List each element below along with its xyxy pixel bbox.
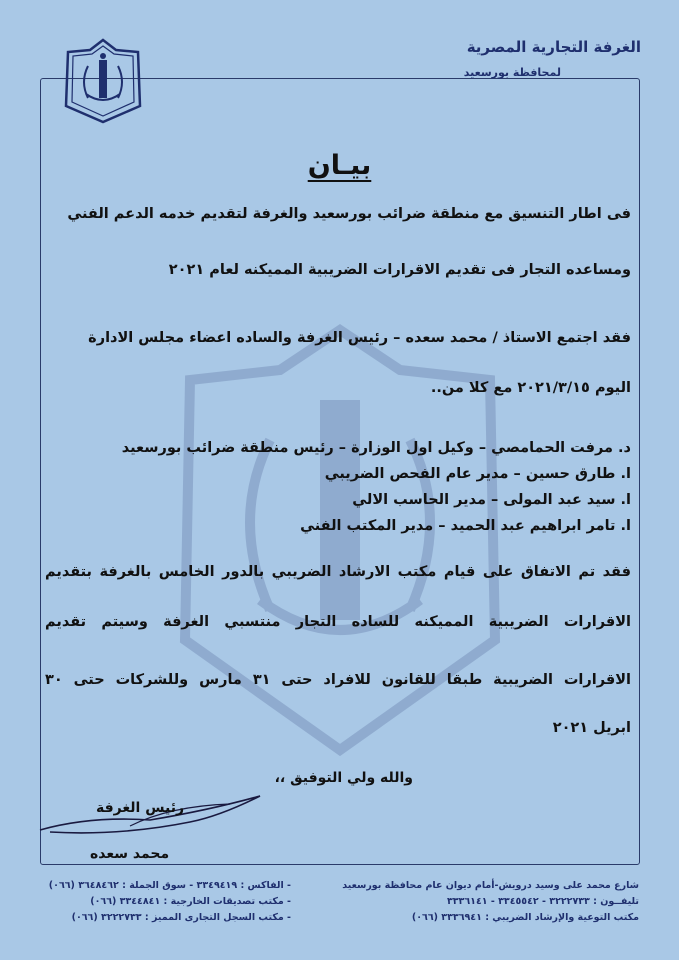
closing-phrase: والله ولي التوفيق ،،	[274, 770, 413, 786]
footer-certification-office: - مكتب تصديقات الخارجية : ٣٣٤٤٨٤١ (٠٦٦)	[90, 896, 291, 907]
footer-registry-office: - مكتب السجل التجارى المميز : ٣٢٢٢٧٣٣ (٠٦٦)	[71, 912, 291, 923]
chamber-logo-icon	[58, 36, 148, 126]
body-line-12: ابريل ٢٠٢١	[552, 720, 631, 736]
footer-address: شارع محمد على وسيد درويش-أمام ديوان عام محافظة بورسعيد	[342, 880, 639, 891]
signatory-name: محمد سعده	[90, 846, 170, 862]
signature-scribble-icon	[30, 786, 300, 846]
org-subtitle: لمحافظة بورسعيد	[463, 66, 561, 79]
org-name: الغرفة التجارية المصرية	[466, 38, 641, 56]
body-line-11: الاقرارات الضريبية طبقا للقانون للافراد حتى ٣١ مارس وللشركات حتى ٣٠	[45, 672, 632, 688]
footer-phones: تليفــون : ٣٢٢٢٧٣٣ - ٣٣٤٥٥٤٢ - ٣٣٣٦١٤١	[446, 896, 639, 907]
attendee-3: ا. سيد عبد المولى – مدير الحاسب الالي	[352, 492, 631, 508]
body-line-1: فى اطار التنسيق مع منطقة ضرائب بورسعيد والغرفة لتقديم خدمه الدعم الفني	[67, 206, 631, 222]
footer-tax-office: مكتب التوعية والإرشاد الضريبي : ٣٣٣٦٩٤١ (٠٦٦)	[411, 912, 639, 923]
attendee-2: ا. طارق حسين – مدير عام الفحص الضريبي	[324, 466, 631, 482]
signatory-title: رئيس الغرفة	[96, 800, 185, 816]
document-title: بيـان	[307, 150, 372, 181]
attendee-1: د. مرفت الحمامصي – وكيل اول الوزارة – رئيس منطقة ضرائب بورسعيد	[121, 440, 631, 456]
attendee-4: ا. تامر ابراهيم عبد الحميد – مدير المكتب الفني	[300, 518, 631, 534]
body-line-4: اليوم ٢٠٢١/٣/١٥ مع كلا من..	[430, 380, 631, 396]
body-line-9: فقد تم الاتفاق على قيام مكتب الارشاد الضريبي بالدور الخامس بالغرفة بتقديم	[45, 564, 631, 580]
body-line-2: ومساعده التجار فى تقديم الاقرارات الضريبية المميكنه لعام ٢٠٢١	[168, 262, 631, 278]
footer-fax: - الفاكس : ٣٣٤٩٤١٩ - سوق الجملة : ٣٦٤٨٤٦٢ (٠٦٦)	[48, 880, 291, 891]
body-line-10: الاقرارات الضريبية المميكنه للساده التجار منتسبي الغرفة وسيتم تقديم	[45, 614, 631, 630]
body-line-3: فقد اجتمع الاستاذ / محمد سعده – رئيس الغرفة والساده اعضاء مجلس الادارة	[88, 330, 631, 346]
